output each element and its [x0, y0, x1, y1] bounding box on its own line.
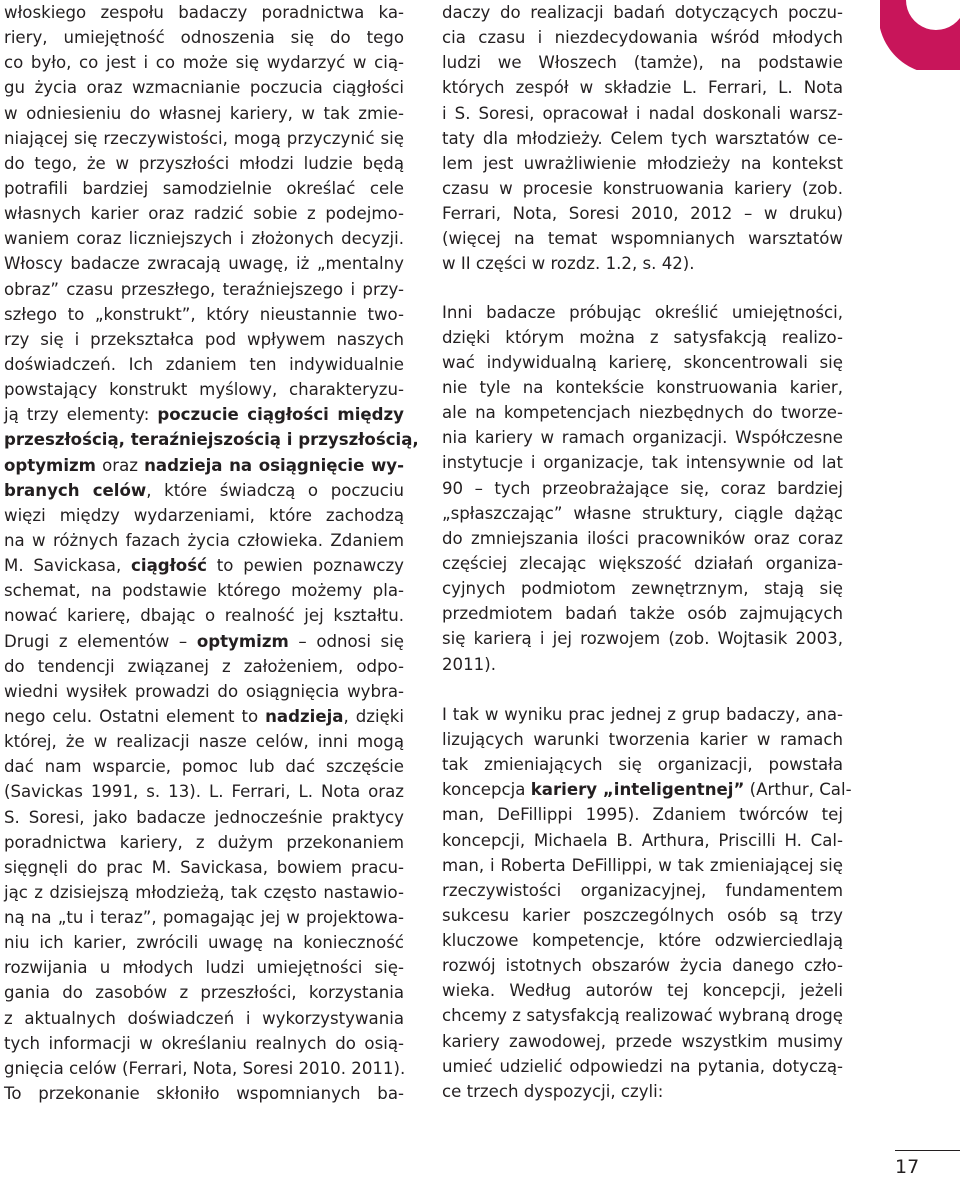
- text-line: tak zmieniających się organizacji, powstała: [442, 755, 843, 775]
- text-line: waniem coraz liczniejszych i złożonych decyzji.: [4, 229, 404, 249]
- text-line: na w różnych fazach życia człowieka. Zdaniem: [4, 530, 404, 550]
- text-line: [4, 427, 419, 452]
- text-line: [4, 704, 404, 729]
- text-line: nia kariery w ramach organizacji. Współczesne: [442, 428, 843, 448]
- paragraph-gap: [442, 277, 843, 300]
- text-line: których zespół w składzie L. Ferrari, L. Nota: [442, 78, 843, 98]
- text-line: cyjnych podmiotom zewnętrznym, stają się: [442, 579, 843, 599]
- bold-term: kariery „inteligentnej”: [530, 780, 745, 800]
- bold-term: optymizm: [196, 631, 289, 651]
- bold-term: poczucie ciągłości między: [157, 405, 404, 425]
- text-line: ną na „tu i teraz”, pomagając jej w projektowa-: [4, 908, 404, 928]
- text-line: własnych karier oraz radzić sobie z podejmo-: [4, 204, 404, 224]
- text-line: do tego, że w przyszłości młodzi ludzie będą: [4, 153, 404, 173]
- text-run: , które świadczą o poczuciu: [146, 480, 404, 500]
- left-text-column: [4, 0, 419, 1106]
- text-line: ludzi we Włoszech (tamże), na podstawie: [442, 53, 843, 73]
- text-line: Ferrari, Nota, Soresi 2010, 2012 – w druku): [442, 204, 843, 224]
- text-line: (więcej na temat wspomnianych warsztatów: [442, 229, 843, 249]
- text-line: rozwój istotnych obszarów życia danego czło-: [442, 956, 843, 976]
- text-run: oraz: [95, 455, 145, 475]
- text-line: obraz” czasu przeszłego, teraźniejszego i przy-: [4, 279, 404, 299]
- text-line: do zmniejszania ilości pracowników oraz coraz: [442, 528, 843, 548]
- text-line: [442, 777, 852, 802]
- text-line: umieć udzielić odpowiedzi na pytania, dotyczą-: [442, 1056, 843, 1076]
- text-run: ją trzy elementy:: [4, 405, 158, 425]
- text-line: riery, umiejętność odnoszenia się do tego: [4, 28, 404, 48]
- text-line: z aktualnych doświadczeń i wykorzystywania: [4, 1008, 404, 1028]
- footer-rule: [895, 1150, 960, 1151]
- text-line: gu życia oraz wzmacnianie poczucia ciągłości: [4, 78, 404, 98]
- text-run: nego celu. Ostatni element to: [4, 706, 266, 726]
- page-number: 17: [895, 1156, 920, 1178]
- text-line: niu ich karier, zwrócili uwagę na konieczność: [4, 933, 404, 953]
- paragraph-gap: [442, 677, 843, 702]
- text-line: sukcesu karier poszczególnych osób są trzy: [442, 905, 843, 925]
- text-line: wać indywidualną karierę, skoncentrowali się: [442, 352, 843, 372]
- text-line: do tendencji związanej z założeniem, odpo-: [4, 656, 404, 676]
- bold-term: ciągłość: [131, 556, 207, 576]
- text-line: [4, 402, 404, 427]
- text-run: , dzięki: [343, 706, 404, 726]
- text-line: wiedni wysiłek prowadzi do osiągnięcia wybra-: [4, 681, 404, 701]
- text-run: M. Savickasa,: [4, 556, 132, 576]
- text-line: której, że w realizacji nasze celów, inni mogą: [4, 732, 404, 752]
- text-line: lem jest uwrażliwienie młodzieży na kontekst: [442, 153, 843, 173]
- text-run: to pewien poznawczy: [206, 556, 404, 576]
- text-line: rzy się i przekształca pod wpływem naszych: [4, 329, 404, 349]
- text-line: koncepcji, Michaela B. Arthura, Priscilli H. Cal-: [442, 830, 843, 850]
- text-line: przedmiotem badań także osób zajmujących: [442, 604, 843, 624]
- text-run: – odnosi się: [288, 631, 404, 651]
- bold-term: nadzieja: [265, 706, 344, 726]
- text-line: dać nam wsparcie, pomoc lub dać szczęście: [4, 757, 404, 777]
- text-line: wieka. Według autorów tej koncepcji, jeżeli: [442, 981, 843, 1001]
- text-line: szłego to „konstrukt”, który nieustannie two-: [4, 304, 404, 324]
- bold-term: branych celów: [4, 480, 147, 500]
- text-run: (Arthur, Cal-: [744, 780, 852, 800]
- text-line: rzeczywistości organizacyjnej, fundamentem: [442, 880, 843, 900]
- right-paragraph-3: [442, 702, 852, 1104]
- text-line: 90 – tych przeobrażające się, coraz bardziej: [442, 478, 843, 498]
- text-line: Włoscy badacze zwracają uwagę, iż „mentalny: [4, 254, 404, 274]
- text-line: [4, 553, 404, 578]
- text-line: dzięki którym można z satysfakcją realizo-: [442, 327, 843, 347]
- text-line: [4, 478, 404, 503]
- text-line: ale na kompetencjach niezbędnych do tworze-: [442, 403, 843, 423]
- text-line: częściej zlecając większość działań organiza-: [442, 553, 843, 573]
- text-line: się karierą i jej rozwojem (zob. Wojtasik 2003,: [442, 629, 843, 649]
- right-paragraph-2: [442, 300, 843, 677]
- text-line: [4, 453, 404, 478]
- right-text-column: [442, 0, 852, 1104]
- text-line: jąc z dzisiejszą młodzieżą, tak często nastawio-: [4, 882, 404, 902]
- text-line: taty dla młodzieży. Celem tych warsztatów ce-: [442, 128, 843, 148]
- text-line: rozwijania u młodych ludzi umiejętności się-: [4, 958, 404, 978]
- text-line: powstający konstrukt myślowy, charakteryzu-: [4, 380, 404, 400]
- text-line: 2011).: [442, 654, 496, 674]
- bold-term: przeszłością, teraźniejszością i przyszłością,: [4, 430, 419, 450]
- text-line: potrafili bardziej samodzielnie określać cele: [4, 178, 404, 198]
- bold-term: optymizm: [4, 455, 96, 475]
- text-line: co było, co jest i co może się wydarzyć w cią-: [4, 53, 404, 73]
- text-line: man, DeFillippi 1995). Zdaniem twórców tej: [442, 805, 843, 825]
- text-run: Drugi z elementów –: [4, 631, 197, 651]
- text-line: I tak w wyniku prac jednej z grup badaczy, ana-: [442, 704, 843, 724]
- text-line: sięgnęli do prac M. Savickasa, bowiem pracu-: [4, 857, 404, 877]
- text-line: S. Soresi, jako badacze jednocześnie praktycy: [4, 807, 404, 827]
- right-paragraph-1: [442, 0, 843, 277]
- text-line: gnięcia celów (Ferrari, Nota, Soresi 2010. 2011).: [4, 1058, 406, 1078]
- text-line: ce trzech dyspozycji, czyli:: [442, 1081, 664, 1101]
- text-line: niającej się rzeczywistości, mogą przyczynić się: [4, 128, 404, 148]
- text-line: więzi między wydarzeniami, które zachodzą: [4, 505, 404, 525]
- text-line: nować karierę, dbając o realność jej kształtu.: [4, 606, 404, 626]
- text-line: kluczowe kompetencje, które odzwierciedlają: [442, 931, 843, 951]
- left-paragraph: [4, 0, 419, 1106]
- text-line: w odniesieniu do własnej kariery, w tak zmie-: [4, 103, 404, 123]
- text-line: lizujących warunki tworzenia karier w ramach: [442, 729, 843, 749]
- text-line: włoskiego zespołu badaczy poradnictwa ka-: [4, 3, 404, 22]
- text-line: daczy do realizacji badań dotyczących poczu-: [442, 3, 843, 22]
- text-line: poradnictwa kariery, z dużym przekonaniem: [4, 832, 404, 852]
- text-line: (Savickas 1991, s. 13). L. Ferrari, L. Nota oraz: [4, 782, 404, 802]
- text-line: man, i Roberta DeFillippi, w tak zmieniającej się: [442, 855, 843, 875]
- text-run: koncepcja: [442, 780, 531, 800]
- text-line: schemat, na podstawie którego możemy pla-: [4, 581, 404, 601]
- corner-accent-mark: [880, 0, 960, 70]
- text-line: czasu w procesie konstruowania kariery (zob.: [442, 178, 843, 198]
- text-line: cia czasu i niezdecydowania wśród młodych: [442, 28, 843, 48]
- text-line: i S. Soresi, opracował i nadal doskonali warsz-: [442, 103, 843, 123]
- text-line: „spłaszczając” własne struktury, ciągle dążąc: [442, 503, 843, 523]
- text-line: doświadczeń. Ich zdaniem ten indywidualnie: [4, 354, 404, 374]
- text-line: instytucje i organizacje, tak intensywnie od lat: [442, 453, 843, 473]
- text-line: kariery zawodowej, przede wszystkim musimy: [442, 1031, 843, 1051]
- text-line: tych informacji w określaniu realnych do osią-: [4, 1033, 404, 1053]
- text-line: [4, 629, 404, 654]
- text-line: nie tyle na kontekście konstruowania karier,: [442, 377, 843, 397]
- text-line: Inni badacze próbując określić umiejętności,: [442, 302, 843, 322]
- text-line: w II części w rozdz. 1.2, s. 42).: [442, 254, 695, 274]
- text-line: gania do zasobów z przeszłości, korzystania: [4, 983, 404, 1003]
- bold-term: nadzieja na osiągnięcie wy-: [144, 455, 404, 475]
- text-line: chcemy z satysfakcją realizować wybraną drogę: [442, 1006, 843, 1026]
- text-line: To przekonanie skłoniło wspomnianych ba-: [4, 1084, 404, 1104]
